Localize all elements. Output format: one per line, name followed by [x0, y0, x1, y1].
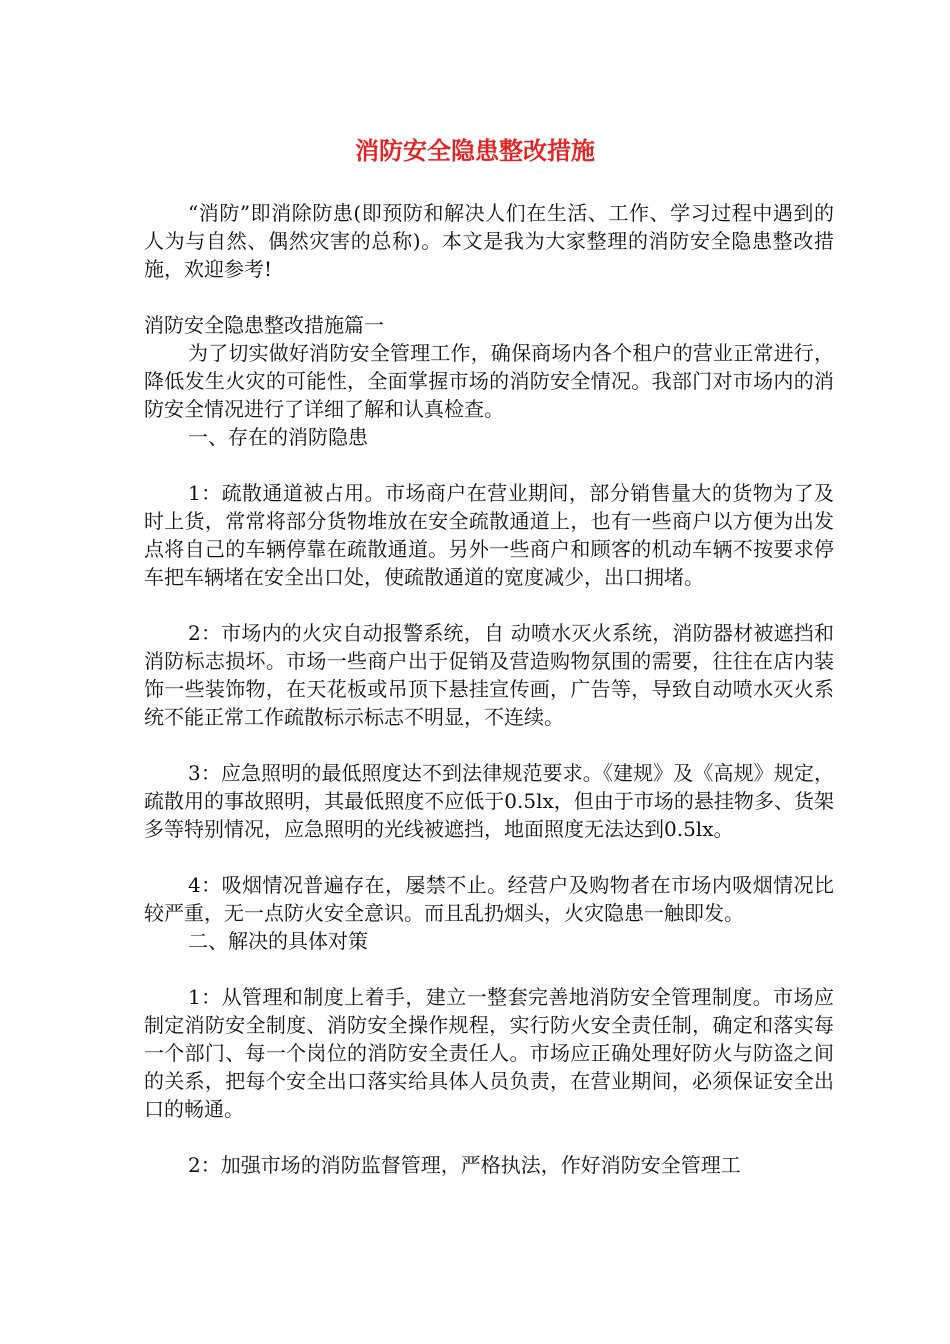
- section-title: 消防安全隐患整改措施篇一: [144, 313, 384, 337]
- hazard-item-2: 2：市场内的火灾自动报警系统，自 动喷水灭火系统，消防器材被遮挡和消防标志损坏。市场一些商户出于促销及营造购物氛围的需要，往往在店内装饰一些装饰物，在天花板或吊顶下悬挂宣传画，广告等，导致自动喷水灭火系统不能正常工作疏散标示标志不明显，不连续。: [144, 621, 834, 729]
- document-body: [144, 199, 834, 1179]
- part2-heading: 二、解决的具体对策: [188, 929, 368, 953]
- measure-item-1: 1：从管理和制度上着手，建立一整套完善地消防安全管理制度。市场应制定消防安全制度、消防安全操作规程，实行防火安全责任制，确定和落实每一个部门、每一个岗位的消防安全责任人。市场应正确处理好防火与防盗之间的关系，把每个安全出口落实给具体人员负责，在营业期间，必须保证安全出口的畅通。: [144, 985, 834, 1121]
- intro-paragraph: “消防”即消除防患(即预防和解决人们在生活、工作、学习过程中遇到的人为与自然、偶然灾害的总称)。本文是我为大家整理的消防安全隐患整改措施，欢迎参考!: [144, 201, 834, 281]
- hazard-item-4: 4：吸烟情况普遍存在，屡禁不止。经营户及购物者在市场内吸烟情况比较严重，无一点防火安全意识。而且乱扔烟头，火灾隐患一触即发。: [144, 873, 834, 925]
- part1-heading: 一、存在的消防隐患: [188, 425, 368, 449]
- document-title: 消防安全隐患整改措施: [355, 137, 595, 165]
- measure-item-2: 2：加强市场的消防监督管理，严格执法，作好消防安全管理工: [188, 1153, 741, 1177]
- section-intro-paragraph: 为了切实做好消防安全管理工作，确保商场内各个租户的营业正常进行，降低发生火灾的可能性，全面掌握市场的消防安全情况。我部门对市场内的消防安全情况进行了详细了解和认真检查。: [144, 341, 834, 421]
- hazard-item-3: 3：应急照明的最低照度达不到法律规范要求。《建规》及《高规》规定，疏散用的事故照明，其最低照度不应低于0.5lx，但由于市场的悬挂物多、货架多等特别情况，应急照明的光线被遮挡，地面照度无法达到0.5lx。: [144, 761, 834, 841]
- hazard-item-1: 1：疏散通道被占用。市场商户在营业期间，部分销售量大的货物为了及时上货，常常将部分货物堆放在安全疏散通道上，也有一些商户以方便为出发点将自己的车辆停靠在疏散通道。另外一些商户和顾客的机动车辆不按要求停车把车辆堵在安全出口处，使疏散通道的宽度减少，出口拥堵。: [144, 481, 834, 589]
